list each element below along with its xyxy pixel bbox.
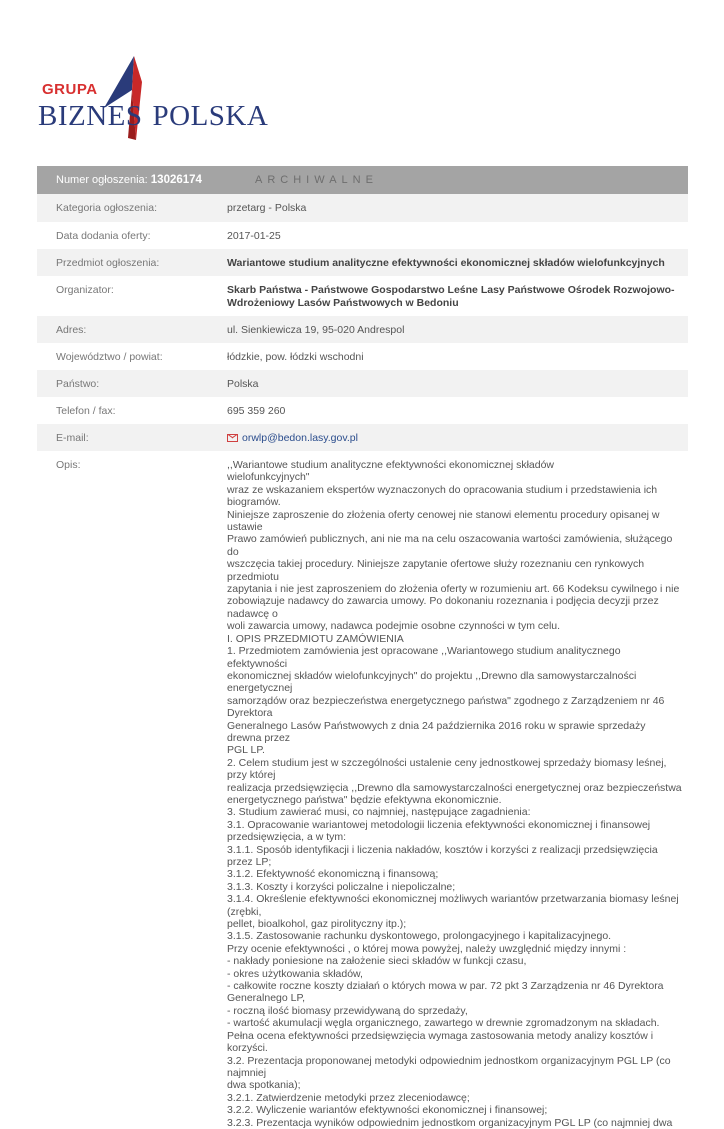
logo-biznes-text: BIZNES — [38, 100, 143, 132]
announcement-number-value: 13026174 — [150, 174, 202, 186]
description-line: 3.2.2. Wyliczenie wariantów efektywności ekonomicznej i finansowej; — [227, 1104, 548, 1117]
logo-polska-text: POLSKA — [152, 100, 269, 132]
description-line: - okres użytkowania składów, — [227, 967, 363, 980]
logo-brand-text — [38, 100, 268, 133]
description-line: 3.1.2. Efektywność ekonomiczną i finansową; — [227, 868, 439, 881]
description-line: 3.1. Opracowanie wariantowej metodologii liczenia efektywności ekonomicznej i finansowej — [227, 818, 651, 831]
description-line: I. OPIS PRZEDMIOTU ZAMÓWIENIA — [227, 632, 404, 645]
description-line: Generalnego Lasów Państwowych z dnia 24 października 2016 roku w sprawie sprzedaży drewna przez — [227, 719, 646, 744]
description-line: ,,Wariantowe studium analityczne efektywności ekonomicznej składów — [227, 459, 555, 471]
description-line: zobowiązuje nadawcy do zawarcia umowy. Po dokonaniu rozeznania i podjęcia decyzji przez nadawcę o — [227, 595, 659, 620]
description-line: pellet, bioalkohol, gaz pirolityczny itp.); — [227, 918, 407, 931]
description-line: dwa spotkania); — [227, 1079, 301, 1092]
row-country — [37, 370, 688, 397]
description-line: przedsięwzięcia, a w tym: — [227, 831, 347, 844]
description-line: Prawo zamówień publicznych, ani nie ma na celu oszacowania wartości zamówienia, służącego do — [227, 533, 673, 558]
description-line: Przy ocenie efektywności , o której mowa powyżej, należy uwzględnić między innymi : — [227, 942, 627, 955]
row-label: Państwo: — [56, 378, 100, 390]
row-label: Województwo / powiat: — [56, 351, 163, 363]
announcement-number-label: Numer ogłoszenia: — [56, 174, 148, 186]
description-line: wielofunkcyjnych" — [227, 471, 310, 484]
description-line: samorządów oraz bezpieczeństwa energetycznego państwa" zgodnego z Zarządzeniem nr 46 Dyrektora — [227, 694, 665, 720]
row-description — [37, 451, 688, 1129]
envelope-icon — [227, 434, 238, 442]
description-line: Niniejsze zaproszenie do złożenia oferty cenowej nie stanowi elementu procedury opisanej w ustawie — [227, 508, 660, 534]
description-line: 3.2. Prezentacja proponowanej metodyki odpowiednim jednostkom organizacyjnym PGL LP (co najmniej — [227, 1054, 671, 1079]
description-line: 3.1.5. Zastosowanie rachunku dyskontowego, prolongacyjnego i kapitalizacyjnego. — [227, 930, 612, 943]
description-line: woli zawarcia umowy, nadawca podejmie osobne czynności w tym celu. — [227, 620, 561, 633]
row-date-added — [37, 222, 688, 249]
description-line: zapytania i nie jest zaproszeniem do złożenia oferty w rozumieniu art. 66 Kodeksu cywilnego i nie — [227, 583, 680, 596]
row-phone — [37, 397, 688, 424]
description-line: wszczęcia takiej procedury. Niniejsze zapytanie ofertowe służy rozeznaniu cen rynkowych przedmiotu — [227, 558, 645, 583]
row-label: Data dodania oferty: — [56, 230, 151, 242]
description-line: - całkowite roczne koszty działań o których mowa w par. 72 pkt 3 Zarządzenia nr 46 Dyrektora — [227, 980, 664, 993]
row-value: przetarg - Polska — [227, 202, 307, 214]
row-label: Przedmiot ogłoszenia: — [56, 257, 160, 269]
description-line: PGL LP. — [227, 744, 265, 757]
row-label: Telefon / fax: — [56, 405, 116, 417]
row-label: Opis: — [56, 459, 81, 471]
description-line: 1. Przedmiotem zamówienia jest opracowane ,,Wariantowego studium analitycznego efektywności — [227, 645, 621, 670]
description-line: - wartość akumulacji węgla organicznego, zawartego w drewnie zgromadzonym na składach. — [227, 1017, 660, 1030]
grupa-biznes-polska-logo[interactable] — [34, 52, 269, 148]
row-label: Organizator: — [56, 284, 114, 296]
row-organizer — [37, 276, 688, 316]
description-text — [214, 451, 688, 1129]
row-category — [37, 194, 688, 222]
row-label: E-mail: — [56, 432, 89, 444]
email-link[interactable]: orwlp@bedon.lasy.gov.pl — [242, 432, 358, 444]
row-voivodeship — [37, 343, 688, 370]
announcement-table — [37, 166, 688, 1129]
description-line: 3.1.3. Koszty i korzyści policzalne i niepoliczalne; — [227, 880, 456, 893]
row-value — [214, 424, 688, 451]
row-value: Polska — [227, 378, 259, 390]
row-address — [37, 316, 688, 343]
description-line: - roczną ilość biomasy przewidywaną do sprzedaży, — [227, 1004, 468, 1017]
row-value: Skarb Państwa - Państwowe Gospodarstwo Leśne Lasy Państwowe Ośrodek Rozwojowo-Wdrożeniowy Lasów Państwowych w Bedoniu — [227, 284, 675, 309]
row-value: łódzkie, pow. łódzki wschodni — [227, 351, 364, 363]
description-line: 2. Celem studium jest w szczególności ustalenie ceny jednostkowej sprzedaży biomasy leśnej, przy której — [227, 756, 667, 782]
description-line: 3. Studium zawierać musi, co najmniej, następujące zagadnienia: — [227, 806, 531, 819]
announcement-header — [37, 166, 688, 194]
row-value: 695 359 260 — [227, 405, 286, 417]
archive-status: ARCHIWALNE — [255, 174, 378, 186]
announcement-number — [37, 174, 219, 186]
row-value: Wariantowe studium analityczne efektywności ekonomicznej składów wielofunkcyjnych — [227, 257, 665, 269]
row-email — [37, 424, 688, 451]
row-value: ul. Sienkiewicza 19, 95-020 Andrespol — [227, 324, 405, 336]
description-line: wraz ze wskazaniem ekspertów wyznaczonych do opracowania studium i przedstawienia ich biogramów. — [227, 483, 658, 509]
description-line: Generalnego LP, — [227, 992, 306, 1005]
logo-grupa-text: GRUPA — [42, 81, 98, 98]
description-line: ekonomicznej składów wielofunkcyjnych" do projektu ,,Drewno dla samowystarczalności energetycznej — [227, 669, 637, 695]
row-label: Adres: — [56, 324, 87, 336]
description-line: 3.2.1. Zatwierdzenie metodyki przez zleceniodawcę; — [227, 1091, 470, 1104]
description-line: energetycznego państwa" będzie efektywna ekonomicznie. — [227, 793, 502, 806]
description-line: realizacja przedsięwzięcia ,,Drewno dla samowystarczalności energetycznej oraz bezpieczeństwa — [227, 781, 682, 794]
description-line: 3.1.1. Sposób identyfikacji i liczenia nakładów, kosztów i korzyści z realizacji przedsięwzięcia przez LP; — [227, 843, 658, 868]
row-subject — [37, 249, 688, 276]
description-line: - nakłady poniesione na założenie sieci składów w funkcji czasu, — [227, 955, 527, 968]
description-line: 3.2.3. Prezentacja wyników odpowiednim jednostkom organizacyjnym PGL LP (co najmniej dwa — [227, 1116, 673, 1129]
description-line: 3.1.4. Określenie efektywności ekonomicznej możliwych wariantów przetwarzania biomasy leśnej (zrębki, — [227, 893, 679, 918]
row-label: Kategoria ogłoszenia: — [56, 202, 157, 214]
row-value: 2017-01-25 — [227, 230, 281, 242]
description-line: Pełna ocena efektywności przedsięwzięcia wymaga zastosowania metody analizy kosztów i korzyści. — [227, 1029, 654, 1055]
